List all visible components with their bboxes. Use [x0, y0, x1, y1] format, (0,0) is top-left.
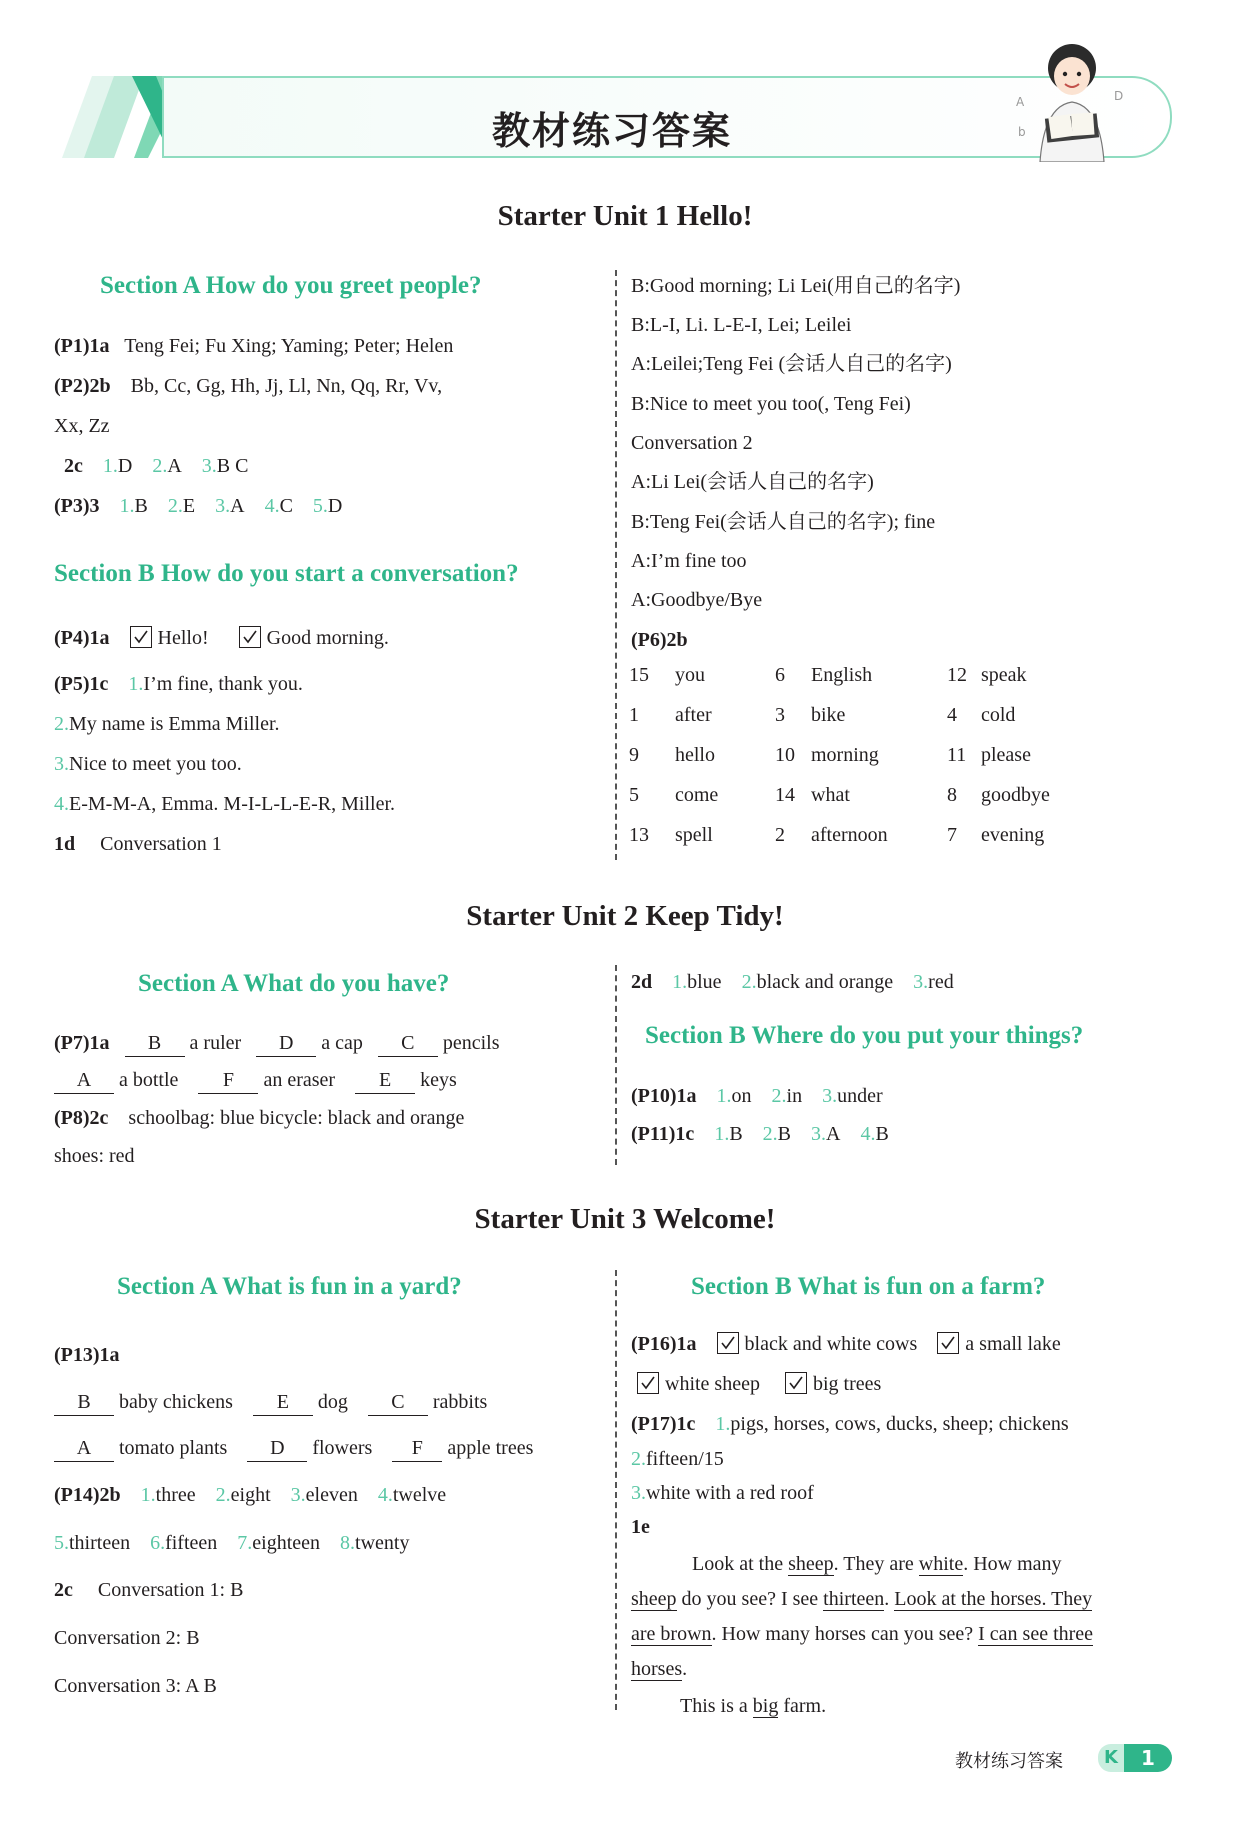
check-icon: [788, 1375, 804, 1391]
p2-text: Bb, Cc, Gg, Hh, Jj, Ll, Nn, Qq, Rr, Vv,: [130, 375, 443, 397]
p5-num1: 1.: [128, 673, 144, 695]
p17-num1: 1.: [715, 1413, 731, 1435]
p16-row2: [637, 1371, 881, 1397]
p14-word: eight: [230, 1484, 271, 1506]
check-icon: [133, 629, 149, 645]
unit1-section-b-title: Section B How do you start a conversation?: [54, 560, 519, 587]
vocab-word: cold: [981, 704, 1016, 726]
p1-answer: [54, 333, 453, 359]
p7-item: keys: [420, 1069, 457, 1091]
e1-underlined: Look at the horses. They: [894, 1588, 1093, 1610]
p11-num1: 1.: [714, 1123, 730, 1145]
p7-blank: A: [54, 1067, 114, 1094]
convo-line: A:I’m fine too: [631, 550, 747, 572]
e1-underlined: I can see three: [978, 1623, 1094, 1645]
unit2-section-a-title: Section A What do you have?: [138, 970, 450, 997]
page-title: 教材练习答案: [491, 109, 732, 153]
p17-text3: white with a red roof: [646, 1482, 814, 1504]
p3-answer: [54, 493, 342, 519]
p5-answer: [54, 671, 303, 697]
p10-num3: 3.: [822, 1085, 838, 1107]
e1-passage-line5: [680, 1693, 826, 1719]
p13-row2: [54, 1435, 533, 1462]
p16-label: (P16)1a: [631, 1333, 697, 1355]
p7-item: a bottle: [119, 1069, 179, 1091]
reading-girl-illustration: [1012, 36, 1132, 162]
p3-num: 1.: [119, 495, 135, 517]
e1-text: Look at the: [692, 1553, 789, 1575]
svg-text:A: A: [1016, 95, 1025, 109]
p14-num: 4.: [377, 1484, 393, 1506]
vocab-num: 12: [947, 664, 967, 686]
p17-num2: 2.: [631, 1448, 646, 1470]
column-divider: [615, 270, 617, 860]
p17-text1: pigs, horses, cows, ducks, sheep; chickens: [730, 1413, 1069, 1435]
u2-2d-num2: 2.: [741, 971, 757, 993]
vocab-word: afternoon: [811, 824, 888, 846]
p3-ans: D: [327, 495, 343, 517]
u2-2d-text1: blue: [687, 971, 722, 993]
footer-edition-badge: K: [1098, 1744, 1124, 1772]
vocab-word: hello: [675, 744, 715, 766]
p1-text: Teng Fei; Fu Xing; Yaming; Peter; Helen: [124, 335, 454, 357]
u1-2c-ans2: A: [167, 455, 182, 477]
unit2-section-b-title: Section B Where do you put your things?: [645, 1022, 1084, 1049]
p2-label: (P2)2b: [54, 375, 111, 397]
p3-ans: E: [182, 495, 196, 517]
unit2-title: Starter Unit 2 Keep Tidy!: [466, 900, 784, 932]
p5-text3: Nice to meet you too.: [69, 753, 242, 775]
e1-underlined: white: [918, 1553, 964, 1575]
e1-underlined: sheep: [631, 1588, 677, 1610]
p14-num: 7.: [237, 1532, 253, 1554]
vocab-num: 11: [947, 744, 967, 766]
p17-text2: fifteen/15: [646, 1448, 724, 1470]
e1-text: . They are: [833, 1553, 919, 1575]
p7-row2: [54, 1067, 457, 1094]
vocab-num: 4: [947, 704, 957, 726]
convo-line: A:Li Lei(会话人自己的名字): [631, 471, 874, 493]
p7-blank: F: [198, 1067, 258, 1094]
vocab-num: 5: [629, 784, 639, 806]
p14-word: thirteen: [69, 1532, 131, 1554]
u3-2c-label: 2c: [54, 1579, 73, 1601]
checkbox-checked: [637, 1372, 659, 1394]
u3-2c-line3: Conversation 3: A B: [54, 1675, 217, 1697]
p13-blank: D: [247, 1435, 307, 1462]
convo-line: A:Goodbye/Bye: [631, 589, 763, 611]
p3-num: 3.: [215, 495, 231, 517]
vocab-word: morning: [811, 744, 879, 766]
p7-blank: E: [355, 1067, 415, 1094]
header-banner: [52, 70, 1172, 162]
d1-text: Conversation 1: [100, 833, 222, 855]
vocab-word: please: [981, 744, 1031, 766]
p14-word: eleven: [305, 1484, 358, 1506]
p13-item: flowers: [312, 1437, 373, 1459]
p4-answer: [54, 625, 389, 651]
e1-label: 1e: [631, 1516, 650, 1538]
p2-cont: Xx, Zz: [54, 415, 110, 437]
p7-blank: B: [125, 1030, 185, 1057]
u3-2c-line2: Conversation 2: B: [54, 1627, 200, 1649]
e1-text: . How many horses can you see?: [711, 1623, 979, 1645]
p5-text1: I’m fine, thank you.: [143, 673, 303, 695]
p13-blank: F: [392, 1435, 442, 1462]
p7-blank: C: [378, 1030, 438, 1057]
vocab-num: 14: [775, 784, 795, 806]
convo-line: B:L-I, Li. L-E-I, Lei; Leilei: [631, 314, 852, 336]
vocab-word: speak: [981, 664, 1027, 686]
p14-word: twelve: [392, 1484, 447, 1506]
unit3-section-b-title: Section B What is fun on a farm?: [691, 1273, 1046, 1300]
p10-text3: under: [837, 1085, 883, 1107]
vocab-word: goodbye: [981, 784, 1050, 806]
e1-text: This is a: [680, 1695, 753, 1717]
column-divider: [615, 965, 617, 1165]
p14-label: (P14)2b: [54, 1484, 121, 1506]
p11-text1: B: [729, 1123, 743, 1145]
e1-passage-line3: [631, 1621, 1093, 1647]
check-icon: [242, 629, 258, 645]
column-divider: [615, 1270, 617, 1710]
p7-item: an eraser: [263, 1069, 336, 1091]
p10-num2: 2.: [771, 1085, 787, 1107]
p3-num: 2.: [167, 495, 183, 517]
p11-label: (P11)1c: [631, 1123, 695, 1145]
checkbox-checked: [130, 626, 152, 648]
p17-line1: [631, 1411, 1069, 1437]
p2-answer: [54, 373, 442, 399]
p7-label: (P7)1a: [54, 1032, 110, 1054]
p11-num2: 2.: [762, 1123, 778, 1145]
p17-line3: [631, 1480, 814, 1506]
p7-row1: [54, 1030, 499, 1057]
p17-line2: [631, 1446, 724, 1472]
p8-text: schoolbag: blue bicycle: black and orange: [128, 1107, 465, 1129]
p11-num4: 4.: [860, 1123, 876, 1145]
p13-blank: B: [54, 1389, 114, 1416]
p13-label: (P13)1a: [54, 1344, 120, 1366]
vocab-num: 15: [629, 664, 649, 686]
svg-text:b: b: [1018, 125, 1026, 139]
p13-item: apple trees: [447, 1437, 534, 1459]
u1-2c-answer: [64, 453, 248, 479]
e1-text: . How many: [963, 1553, 1062, 1575]
vocab-num: 10: [775, 744, 795, 766]
vocab-num: 1: [629, 704, 639, 726]
p8-cont: shoes: red: [54, 1145, 135, 1167]
p13-row1: [54, 1389, 487, 1416]
p10-text2: in: [786, 1085, 803, 1107]
e1-text: farm.: [778, 1695, 827, 1717]
convo-line: B:Teng Fei(会话人自己的名字); fine: [631, 511, 936, 533]
e1-underlined: big: [752, 1695, 779, 1717]
p16-opt: black and white cows: [744, 1333, 918, 1355]
vocab-word: come: [675, 784, 719, 806]
u2-2d-label: 2d: [631, 971, 653, 993]
u1-2c-num3: 3.: [201, 455, 217, 477]
u2-2d-answer: [631, 969, 954, 995]
p13-item: baby chickens: [119, 1391, 233, 1413]
vocab-word: spell: [675, 824, 713, 846]
vocab-num: 7: [947, 824, 957, 846]
p5-text4: E-M-M-A, Emma. M-I-L-L-E-R, Miller.: [69, 793, 396, 815]
p13-item: dog: [317, 1391, 348, 1413]
u1-2c-label: 2c: [64, 455, 83, 477]
u3-2c-text1: Conversation 1: B: [97, 1579, 244, 1601]
vocab-word: evening: [981, 824, 1045, 846]
p3-num: 4.: [264, 495, 280, 517]
u1-2c-num2: 2.: [152, 455, 168, 477]
p14-num: 2.: [215, 1484, 231, 1506]
p3-ans: A: [230, 495, 245, 517]
p10-label: (P10)1a: [631, 1085, 697, 1107]
checkbox-checked: [239, 626, 261, 648]
check-icon: [720, 1335, 736, 1351]
p10-num1: 1.: [716, 1085, 732, 1107]
p11-text3: A: [826, 1123, 841, 1145]
p14-num: 1.: [140, 1484, 156, 1506]
p17-num3: 3.: [631, 1482, 646, 1504]
p14-row2: [54, 1530, 409, 1556]
vocab-num: 9: [629, 744, 639, 766]
convo-line: B:Nice to meet you too(, Teng Fei): [631, 393, 911, 415]
p4-label: (P4)1a: [54, 627, 110, 649]
p13-item: rabbits: [432, 1391, 488, 1413]
e1-passage-line1: [692, 1551, 1062, 1577]
p4-opt2: Good morning.: [266, 627, 389, 649]
check-icon: [940, 1335, 956, 1351]
convo-line: B:Good morning; Li Lei(用自己的名字): [631, 275, 961, 297]
checkbox-checked: [937, 1332, 959, 1354]
p3-ans: C: [279, 495, 293, 517]
p13-blank: A: [54, 1435, 114, 1462]
p16-row1: [631, 1331, 1061, 1357]
footer-label: 教材练习答案: [955, 1751, 1063, 1772]
u3-2c-line1: [54, 1577, 243, 1603]
checkbox-checked: [785, 1372, 807, 1394]
p1-label: (P1)1a: [54, 335, 110, 357]
p11-text2: B: [777, 1123, 791, 1145]
p14-num: 5.: [54, 1532, 69, 1554]
p5-line3: [54, 751, 242, 777]
p14-num: 3.: [290, 1484, 306, 1506]
p11-answer: [631, 1121, 889, 1147]
d1-label: 1d: [54, 833, 76, 855]
unit1-section-a-title: Section A How do you greet people?: [100, 272, 482, 299]
vocab-word: after: [675, 704, 712, 726]
u1-2c-ans3: B C: [216, 455, 249, 477]
p5-line4: [54, 791, 395, 817]
p5-text2: My name is Emma Miller.: [69, 713, 280, 735]
p10-answer: [631, 1083, 883, 1109]
vocab-num: 6: [775, 664, 785, 686]
u1-2c-num1: 1.: [102, 455, 118, 477]
p4-opt1: Hello!: [157, 627, 209, 649]
p17-label: (P17)1c: [631, 1413, 696, 1435]
unit3-section-a-title: Section A What is fun in a yard?: [117, 1273, 462, 1300]
p7-item: a cap: [321, 1032, 363, 1054]
e1-text: do you see? I see: [676, 1588, 824, 1610]
convo-line: A:Leilei;Teng Fei (会话人自己的名字): [631, 353, 952, 375]
e1-passage-line4: horses.: [631, 1658, 688, 1680]
p14-word: twenty: [355, 1532, 410, 1554]
p16-opt: big trees: [812, 1373, 882, 1395]
e1-passage-line2: [631, 1586, 1092, 1612]
page-number: 1: [1124, 1744, 1172, 1772]
p14-word: eighteen: [252, 1532, 321, 1554]
p8-label: (P8)2c: [54, 1107, 109, 1129]
vocab-num: 3: [775, 704, 785, 726]
p3-label: (P3)3: [54, 495, 100, 517]
u2-2d-num3: 3.: [913, 971, 929, 993]
e1-text: .: [884, 1588, 895, 1610]
vocab-word: you: [675, 664, 705, 686]
vocab-num: 8: [947, 784, 957, 806]
check-icon: [640, 1375, 656, 1391]
e1-underlined: sheep: [788, 1553, 834, 1575]
u1-2c-ans1: D: [117, 455, 133, 477]
vocab-num: 13: [629, 824, 649, 846]
p14-num: 6.: [150, 1532, 166, 1554]
p16-opt: a small lake: [965, 1333, 1061, 1355]
p7-item: a ruler: [189, 1032, 242, 1054]
svg-text:D: D: [1114, 89, 1124, 103]
u2-2d-text3: red: [928, 971, 954, 993]
p5-label: (P5)1c: [54, 673, 109, 695]
p16-opt: white sheep: [665, 1373, 760, 1395]
e1-underlined: thirteen: [823, 1588, 885, 1610]
p8-answer: [54, 1105, 464, 1131]
vocab-word: English: [811, 664, 873, 686]
p5-line2: [54, 711, 280, 737]
p13-blank: E: [253, 1389, 313, 1416]
u2-2d-text2: black and orange: [756, 971, 894, 993]
vocab-word: what: [811, 784, 850, 806]
p3-num: 5.: [312, 495, 328, 517]
convo-line: Conversation 2: [631, 432, 753, 454]
p10-text1: on: [731, 1085, 752, 1107]
unit3-title: Starter Unit 3 Welcome!: [474, 1203, 776, 1235]
p7-blank: D: [256, 1030, 316, 1057]
u2-2d-num1: 1.: [672, 971, 688, 993]
checkbox-checked: [717, 1332, 739, 1354]
p14-row1: [54, 1482, 446, 1508]
p14-word: three: [155, 1484, 196, 1506]
p14-num: 8.: [340, 1532, 356, 1554]
p14-word: fifteen: [165, 1532, 218, 1554]
vocab-num: 2: [775, 824, 785, 846]
p11-num3: 3.: [811, 1123, 826, 1145]
p5-num2: 2.: [54, 713, 69, 735]
d1-answer: [54, 831, 222, 857]
e1-underlined: horses: [631, 1658, 683, 1680]
p3-ans: B: [134, 495, 148, 517]
p5-num4: 4.: [54, 793, 69, 815]
p5-num3: 3.: [54, 753, 69, 775]
unit1-title: Starter Unit 1 Hello!: [497, 200, 753, 232]
p13-item: tomato plants: [119, 1437, 228, 1459]
p7-item: pencils: [442, 1032, 500, 1054]
p13-blank: C: [368, 1389, 428, 1416]
p6-label: (P6)2b: [631, 629, 688, 651]
p11-text4: B: [875, 1123, 889, 1145]
vocab-word: bike: [811, 704, 846, 726]
e1-underlined: are brown: [631, 1623, 712, 1645]
